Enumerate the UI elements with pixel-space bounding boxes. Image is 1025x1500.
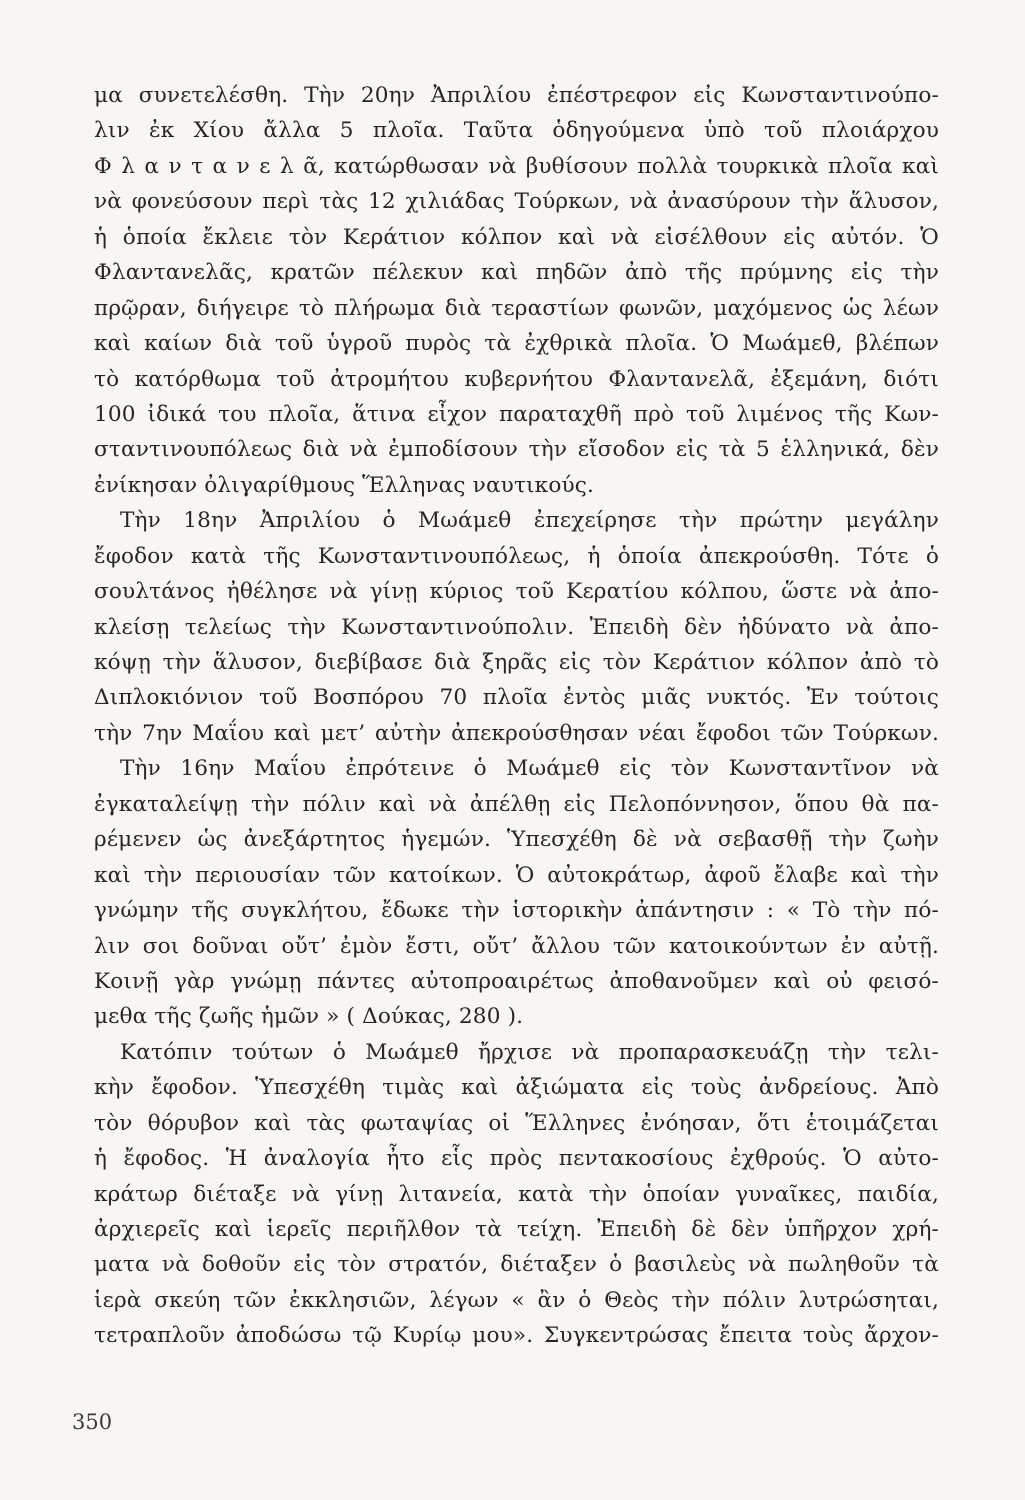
page-number: 350 [72,1410,113,1434]
text-line: τὸν θόρυβον καὶ τὰς φωταψίας οἱ Ἕλληνες ἐνόησαν, ὅτι ἑτοιμάζεται [94,1110,939,1136]
body-text [94,78,939,1354]
text-line: ἱερὰ σκεύη τῶν ἐκκλησιῶν, λέγων « ἂν ὁ Θεὸς τὴν πόλιν λυτρώσηται, [94,1287,939,1313]
text-line: Φλαντανελᾶς, κρατῶν πέλεκυν καὶ πηδῶν ἀπὸ τῆς πρύμνης εἰς τὴν [94,260,939,286]
text-line: σταντινουπόλεως διὰ νὰ ἐμποδίσουν τὴν εἴσοδον εἰς τὰ 5 ἑλληνικά, δὲν [94,437,939,463]
text-line: ρέμενεν ὡς ἀνεξάρτητος ἡγεμών. Ὑπεσχέθη δὲ νὰ σεβασθῇ τὴν ζωὴν [94,827,939,853]
text-line: Διπλοκιόνιον τοῦ Βοσπόρου 70 πλοῖα ἐντὸς μιᾶς νυκτός. Ἐν τούτοις [94,685,939,711]
text-line: Κοινῇ γὰρ γνώμῃ πάντες αὐτοπροαιρέτως ἀποθανοῦμεν καὶ οὐ φεισό- [94,968,939,994]
text-line: 100 ἰδικά του πλοῖα, ἅτινα εἶχον παραταχθῆ πρὸ τοῦ λιμένος τῆς Κων- [94,401,939,427]
text-line: τὸ κατόρθωμα τοῦ ἀτρομήτου κυβερνήτου Φλαντανελᾶ, ἐξεμάνη, διότι [94,366,939,392]
text-line: ἐγκαταλείψῃ τὴν πόλιν καὶ νὰ ἀπέλθῃ εἰς Πελοπόννησον, ὅπου θὰ πα- [94,791,939,817]
text-line: ἀρχιερεῖς καὶ ἱερεῖς περιῆλθον τὰ τείχη. Ἐπειδὴ δὲ δὲν ὑπῆρχον χρή- [94,1217,939,1242]
text-line: καὶ καίων διὰ τοῦ ὑγροῦ πυρὸς τὰ ἐχθρικὰ πλοῖα. Ὁ Μωάμεθ, βλέπων [94,331,939,357]
text-line: ἡ ὁποία ἔκλειε τὸν Κεράτιον κόλπον καὶ νὰ εἰσέλθουν εἰς αὐτόν. Ὁ [94,224,939,250]
text-line: τετραπλοῦν ἀποδώσω τῷ Κυρίῳ μου». Συγκεντρώσας ἔπειτα τοὺς ἄρχον- [94,1323,939,1349]
paragraph-start-line: Τὴν 16ην Μαΐου ἐπρότεινε ὁ Μωάμεθ εἰς τὸν Κωνσταντῖνον νὰ [120,756,939,782]
text-line: καὶ τὴν περιουσίαν τῶν κατοίκων. Ὁ αὐτοκράτωρ, ἀφοῦ ἔλαβε καὶ τὴν [94,862,939,888]
paragraph-start-line: Κατόπιν τούτων ὁ Μωάμεθ ἤρχισε νὰ προπαρασκευάζῃ τὴν τελι- [120,1039,939,1065]
paragraph-start-line: Τὴν 18ην Ἀπριλίου ὁ Μωάμεθ ἐπεχείρησε τὴν πρώτην μεγάλην [120,508,939,534]
text-line: γνώμην τῆς συγκλήτου, ἔδωκε τὴν ἱστορικὴν ἀπάντησιν : « Τὸ τὴν πό- [94,898,939,924]
text-line: ἡ ἔφοδος. Ἡ ἀναλογία ἦτο εἷς πρὸς πεντακοσίους ἐχθρούς. Ὁ αὐτο- [94,1146,939,1172]
text-line: κὴν ἔφοδον. Ὑπεσχέθη τιμὰς καὶ ἀξιώματα εἰς τοὺς ἀνδρείους. Ἀπὸ [94,1075,939,1101]
text-line: νὰ φονεύσουν περὶ τὰς 12 χιλιάδας Τούρκων, νὰ ἀνασύρουν τὴν ἅλυσον, [94,189,939,215]
text-line: σουλτάνος ἠθέλησε νὰ γίνῃ κύριος τοῦ Κερατίου κόλπου, ὥστε νὰ ἀπο- [94,579,939,605]
text-line: πρῷραν, διήγειρε τὸ πλήρωμα διὰ τεραστίων φωνῶν, μαχόμενος ὡς λέων [94,295,939,321]
text-line: ἐνίκησαν ὀλιγαρίθμους Ἕλληνας ναυτικούς. [94,472,594,498]
text-line: ματα νὰ δοθοῦν εἰς τὸν στρατόν, διέταξεν ὁ βασιλεὺς νὰ πωληθοῦν τὰ [94,1252,939,1278]
text-line: κόψῃ τὴν ἅλυσον, διεβίβασε διὰ ξηρᾶς εἰς τὸν Κεράτιον κόλπον ἀπὸ τὸ [94,650,939,675]
text-line: τὴν 7ην Μαΐου καὶ μετ’ αὐτὴν ἀπεκρούσθησαν νέαι ἔφοδοι τῶν Τούρκων. [94,720,939,746]
text-line: λιν σοι δοῦναι οὔτ’ ἐμὸν ἔστι, οὔτ’ ἄλλου τῶν κατοικούντων ἐν αὐτῇ. [94,933,939,959]
text-line: ἔφοδον κατὰ τῆς Κωνσταντινουπόλεως, ἡ ὁποία ἀπεκρούσθη. Τότε ὁ [94,543,939,569]
text-line: μεθα τῆς ζωῆς ἡμῶν » ( Δούκας, 280 ). [94,1004,524,1030]
text-line: λιν ἐκ Χίου ἄλλα 5 πλοῖα. Ταῦτα ὁδηγούμενα ὑπὸ τοῦ πλοιάρχου [94,118,939,144]
text-line: Φ λ α ν τ α ν ε λ ᾶ, κατώρθωσαν νὰ βυθίσουν πολλὰ τουρκικὰ πλοῖα καὶ [94,153,939,179]
text-line: κλείσῃ τελείως τὴν Κωνσταντινούπολιν. Ἐπειδὴ δὲν ἠδύνατο νὰ ἀπο- [94,614,939,640]
text-line: μα συνετελέσθη. Τὴν 20ην Ἀπριλίου ἐπέστρεφον εἰς Κωνσταντινούπο- [94,83,939,108]
text-line: κράτωρ διέταξε νὰ γίνῃ λιτανεία, κατὰ τὴν ὁποίαν γυναῖκες, παιδία, [94,1181,939,1207]
